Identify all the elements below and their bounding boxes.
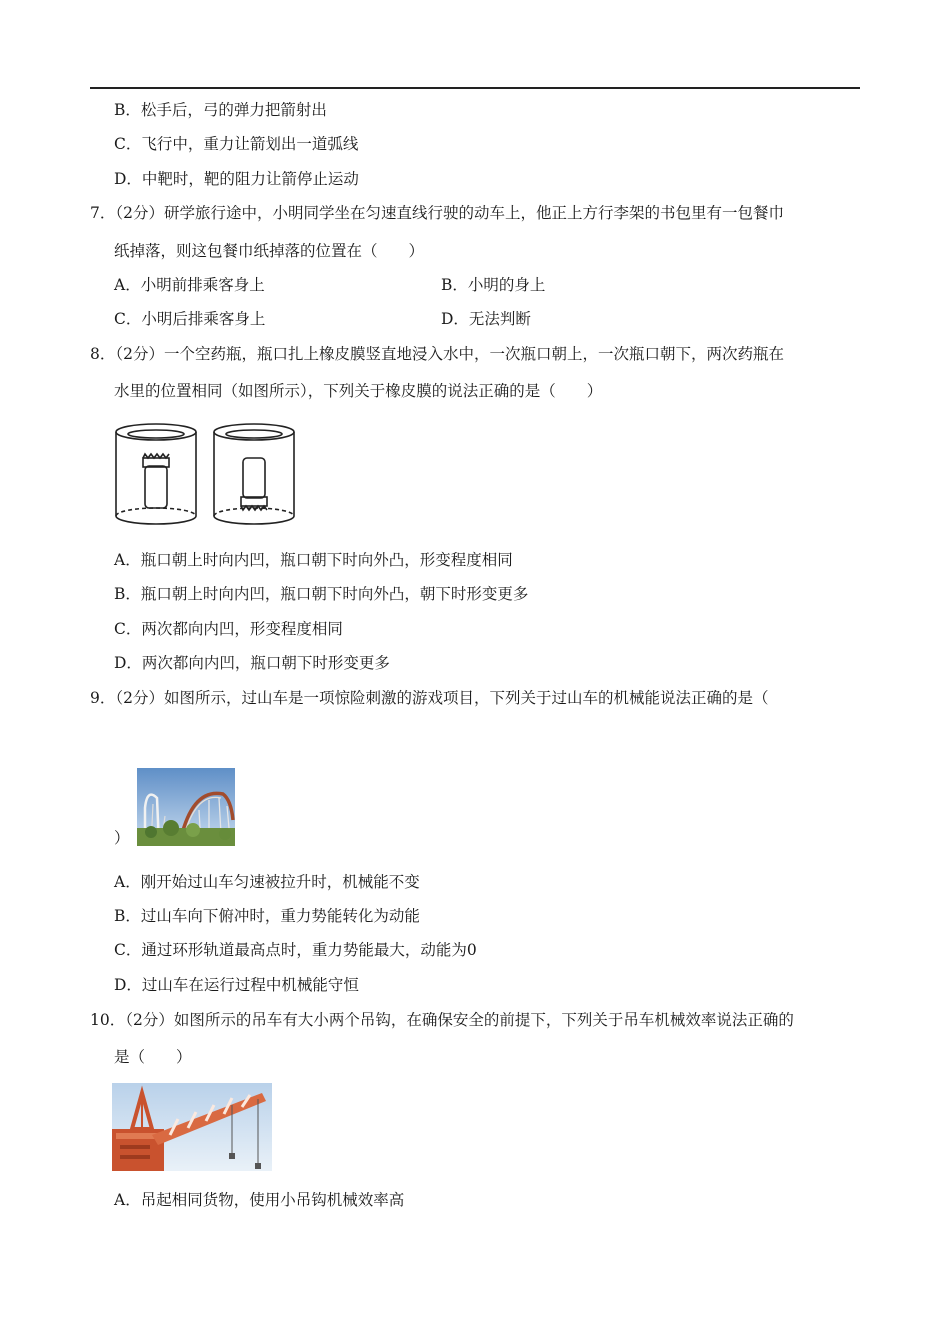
q8-option-b: B．瓶口朝上时向内凹，瓶口朝下时向外凸，朝下时形变更多: [114, 585, 529, 603]
crane-photo: [112, 1083, 272, 1171]
q9-option-c: C．通过环形轨道最高点时，重力势能最大，动能为0: [114, 941, 477, 959]
q9-stem-close: ）: [114, 829, 130, 847]
q7-option-a: A．小明前排乘客身上: [114, 276, 265, 294]
q9-stem-line1: 9．（2分）如图所示，过山车是一项惊险刺激的游戏项目，下列关于过山车的机械能说法正确的是（: [90, 689, 769, 707]
q10-stem-line1: 10．（2分）如图所示的吊车有大小两个吊钩，在确保安全的前提下，下列关于吊车机械效率说法正确的: [90, 1011, 794, 1029]
q9-option-b: B．过山车向下俯冲时，重力势能转化为动能: [114, 907, 420, 925]
q6-option-c: C．飞行中，重力让箭划出一道弧线: [114, 135, 359, 153]
q7-option-d: D．无法判断: [441, 310, 531, 328]
q9-option-a: A．刚开始过山车匀速被拉升时，机械能不变: [114, 873, 420, 891]
q6-option-b: B．松手后，弓的弹力把箭射出: [114, 101, 327, 119]
q6-option-d: D．中靶时，靶的阻力让箭停止运动: [114, 170, 359, 188]
q7-option-c: C．小明后排乘客身上: [114, 310, 266, 328]
q8-stem-line1: 8．（2分）一个空药瓶，瓶口扎上橡皮膜竖直地浸入水中，一次瓶口朝上，一次瓶口朝下，两次药瓶在: [90, 345, 784, 363]
q8-option-c: C．两次都向内凹，形变程度相同: [114, 620, 343, 638]
q7-option-b: B．小明的身上: [441, 276, 546, 294]
q8-stem-line2: 水里的位置相同（如图所示），下列关于橡皮膜的说法正确的是（ ）: [114, 382, 603, 400]
q10-stem-line2: 是（ ）: [114, 1048, 192, 1066]
q8-option-d: D．两次都向内凹，瓶口朝下时形变更多: [114, 654, 390, 672]
q10-option-a: A．吊起相同货物，使用小吊钩机械效率高: [114, 1191, 405, 1209]
header-rule: [90, 87, 860, 89]
q7-stem-line1: 7．（2分）研学旅行途中，小明同学坐在匀速直线行驶的动车上，他正上方行李架的书包里有一包餐巾: [90, 204, 784, 222]
q9-option-d: D．过山车在运行过程中机械能守恒: [114, 976, 359, 994]
bottles-in-water-figure: [110, 420, 302, 528]
q7-stem-line2: 纸掉落，则这包餐巾纸掉落的位置在（ ）: [114, 242, 425, 260]
q8-option-a: A．瓶口朝上时向内凹，瓶口朝下时向外凸，形变程度相同: [114, 551, 513, 569]
roller-coaster-photo: [137, 768, 235, 846]
